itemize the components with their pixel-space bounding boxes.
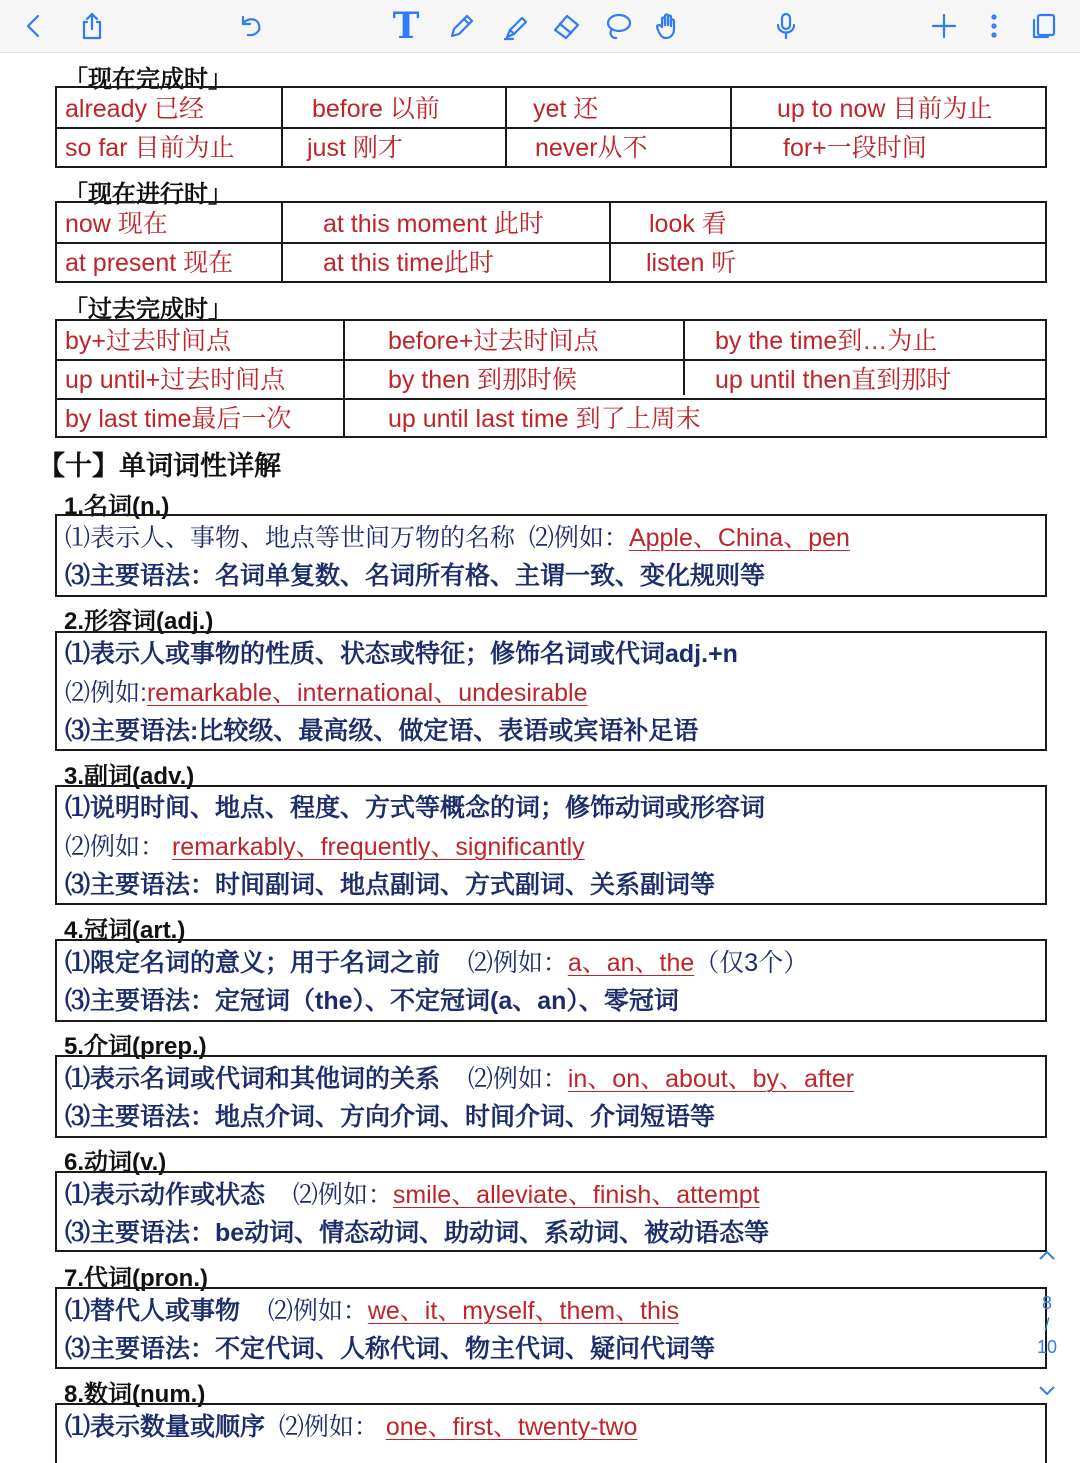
pos-line: ⑶主要语法：不定代词、人称代词、物主代词、疑问代词等 — [65, 1335, 716, 1363]
table-cell: never从不 — [535, 134, 648, 162]
table-cell: already 已经 — [65, 95, 204, 123]
pos-line: ⑶主要语法：地点介词、方向介词、时间介词、介词短语等 — [65, 1103, 716, 1131]
pos-line: ⑴表示数量或顺序 ⑵例如： one、first、twenty-two — [65, 1413, 638, 1441]
tense-table-past-perfect — [55, 319, 1047, 438]
hand-icon[interactable] — [648, 6, 688, 46]
pos-title-adverb: 3.副词(adv.) — [64, 763, 195, 790]
pages-icon[interactable] — [1024, 6, 1064, 46]
eraser-icon[interactable] — [546, 6, 586, 46]
page-down-icon[interactable] — [1032, 1381, 1062, 1402]
pos-line: ⑶主要语法：名词单复数、名词所有格、主谓一致、变化规则等 — [65, 562, 766, 590]
tense-title-past-perfect: 「过去完成时」 — [64, 296, 232, 323]
undo-icon[interactable] — [230, 6, 270, 46]
pos-line: ⑴限定名词的意义；用于名词之前 ⑵例如：a、an、the（仅3个） — [65, 949, 809, 977]
section-title: 【十】单词词性详解 — [38, 451, 281, 481]
share-icon[interactable] — [72, 6, 112, 46]
table-cell: by the time到…为止 — [715, 327, 938, 355]
pos-title-pronoun: 7.代词(pron.) — [64, 1265, 208, 1292]
pos-line: ⑶主要语法：定冠词（the）、不定冠词(a、an）、零冠词 — [65, 987, 679, 1015]
microphone-icon[interactable] — [766, 6, 806, 46]
table-cell: now 现在 — [65, 210, 168, 238]
table-cell: up to now 目前为止 — [777, 95, 993, 123]
table-cell: before 以前 — [312, 95, 440, 123]
toolbar — [0, 0, 1080, 53]
pos-box-adverb — [55, 785, 1047, 905]
pos-box-adjective — [55, 631, 1047, 751]
tense-table-present-perfect — [55, 86, 1047, 168]
text-tool-icon[interactable]: T — [392, 5, 420, 47]
pos-title-verb: 6.动词(v.) — [64, 1149, 167, 1176]
pos-box-numeral — [55, 1403, 1047, 1463]
table-cell: at this time此时 — [323, 249, 494, 277]
pos-line: ⑴表示人、事物、地点等世间万物的名称 ⑵例如：Apple、China、pen — [65, 524, 850, 552]
pos-box-noun — [55, 514, 1047, 597]
pos-line: ⑴表示名词或代词和其他词的关系 ⑵例如：in、on、about、by、after — [65, 1065, 855, 1093]
lasso-icon[interactable] — [598, 6, 638, 46]
tense-table-present-continuous — [55, 201, 1047, 283]
table-cell: up until+过去时间点 — [65, 366, 286, 394]
table-cell: so far 目前为止 — [65, 134, 235, 162]
table-cell: just 刚才 — [307, 134, 403, 162]
pos-box-verb — [55, 1171, 1047, 1252]
pos-line: ⑵例如:remarkable、international、undesirable — [65, 679, 588, 707]
pos-box-preposition — [55, 1055, 1047, 1138]
tense-title-present-perfect: 「现在完成时」 — [64, 66, 232, 93]
back-chevron-icon[interactable] — [14, 6, 54, 46]
pos-title-noun: 1.名词(n.) — [64, 493, 170, 520]
pos-line: ⑶主要语法:比较级、最高级、做定语、表语或宾语补足语 — [65, 717, 699, 745]
tense-title-present-continuous: 「现在进行时」 — [64, 181, 232, 208]
table-cell: by then 到那时候 — [388, 366, 577, 394]
table-cell: at this moment 此时 — [323, 210, 544, 238]
pos-box-pronoun — [55, 1287, 1047, 1369]
page-up-icon[interactable] — [1032, 1245, 1062, 1266]
table-cell: by+过去时间点 — [65, 327, 232, 355]
pos-line: ⑴说明时间、地点、程度、方式等概念的词；修饰动词或形容词 — [65, 794, 766, 822]
table-cell: for+一段时间 — [783, 134, 927, 162]
pos-line: ⑴表示人或事物的性质、状态或特征；修饰名词或代词adj.+n — [65, 640, 738, 668]
table-cell: by last time最后一次 — [65, 405, 292, 433]
note-page — [0, 53, 1080, 1440]
add-icon[interactable] — [924, 6, 964, 46]
pos-line: ⑶主要语法：be动词、情态动词、助动词、系动词、被动语态等 — [65, 1219, 770, 1247]
pos-title-preposition: 5.介词(prep.) — [64, 1033, 207, 1060]
pos-line: ⑶主要语法：时间副词、地点副词、方式副词、关系副词等 — [65, 871, 716, 899]
table-cell: up until then直到那时 — [715, 366, 952, 394]
pos-title-adjective: 2.形容词(adj.) — [64, 608, 214, 635]
table-cell: at present 现在 — [65, 249, 234, 277]
table-cell: look 看 — [649, 210, 727, 238]
pos-line: ⑴替代人或事物 ⑵例如：we、it、myself、them、this — [65, 1297, 679, 1325]
pos-line: ⑴表示动作或状态 ⑵例如：smile、alleviate、finish、attempt — [65, 1181, 760, 1209]
page-current: 8 — [1041, 1293, 1052, 1313]
page-total: 10 — [1036, 1337, 1058, 1357]
table-cell: yet 还 — [533, 95, 599, 123]
table-cell: up until last time 到了上周末 — [388, 405, 701, 433]
pos-line: ⑵例如： remarkably、frequently、significantly — [65, 833, 585, 861]
page-separator: / — [1044, 1315, 1050, 1335]
more-icon[interactable] — [974, 6, 1014, 46]
table-cell: listen 听 — [646, 249, 737, 277]
pos-title-article: 4.冠词(art.) — [64, 917, 186, 944]
pos-box-article — [55, 939, 1047, 1022]
pen-icon[interactable] — [442, 6, 482, 46]
pos-title-numeral: 8.数词(num.) — [64, 1381, 206, 1408]
table-cell: before+过去时间点 — [388, 327, 599, 355]
highlighter-icon[interactable] — [496, 6, 536, 46]
